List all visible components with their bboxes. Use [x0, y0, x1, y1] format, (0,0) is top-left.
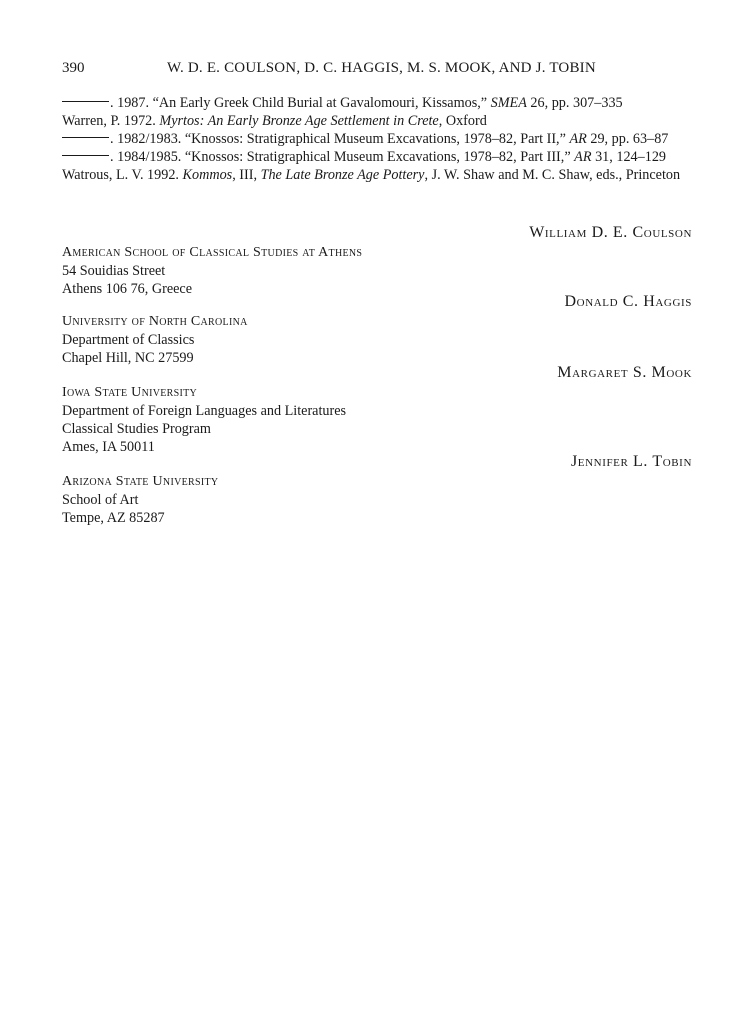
address-line: Ames, IA 50011 [62, 439, 155, 455]
reference-entry: . 1982/1983. “Knossos: Stratigraphical Museum Excavations, 1978–82, Part II,” AR 29, pp. 63–87 [62, 130, 722, 148]
page-header [62, 60, 702, 80]
address-line: 54 Souidias Street [62, 263, 166, 279]
address-line: School of Art [62, 492, 139, 508]
author-affiliation [62, 293, 692, 367]
page-number: 390 [62, 60, 85, 76]
institution-name: Arizona State University [62, 474, 219, 489]
author-name: Margaret S. Mook [557, 364, 692, 381]
address-line: Chapel Hill, NC 27599 [62, 350, 194, 366]
address-line: Department of Classics [62, 332, 195, 348]
author-name: William D. E. Coulson [529, 224, 692, 241]
institution-name: American School of Classical Studies at Athens [62, 245, 363, 260]
bibliography-list [62, 94, 722, 184]
institution-name: University of North Carolina [62, 314, 248, 329]
author-affiliation [62, 224, 692, 298]
repeat-author-dash [62, 137, 109, 138]
address-line: Department of Foreign Languages and Literatures [62, 403, 347, 419]
repeat-author-dash [62, 155, 109, 156]
institution-name: Iowa State University [62, 385, 198, 400]
running-head: W. D. E. COULSON, D. C. HAGGIS, M. S. MOOK, AND J. TOBIN [167, 60, 596, 76]
author-affiliation [62, 453, 692, 527]
repeat-author-dash [62, 101, 109, 102]
reference-entry: Warren, P. 1972. Myrtos: An Early Bronze Age Settlement in Crete, Oxford [62, 113, 487, 129]
address-line: Tempe, AZ 85287 [62, 510, 165, 526]
reference-entry: . 1984/1985. “Knossos: Stratigraphical Museum Excavations, 1978–82, Part III,” AR 31, 124–129 [62, 148, 722, 166]
reference-entry: . 1987. “An Early Greek Child Burial at Gavalomouri, Kissamos,” SMEA 26, pp. 307–335 [62, 94, 722, 112]
reference-entry: Watrous, L. V. 1992. Kommos, III, The Late Bronze Age Pottery, J. W. Shaw and M. C. Shaw, eds., Princeton [62, 167, 681, 183]
author-name: Jennifer L. Tobin [570, 453, 692, 470]
address-line: Athens 106 76, Greece [62, 281, 193, 297]
address-line: Classical Studies Program [62, 421, 211, 437]
author-affiliation [62, 364, 692, 456]
author-name: Donald C. Haggis [564, 293, 692, 310]
